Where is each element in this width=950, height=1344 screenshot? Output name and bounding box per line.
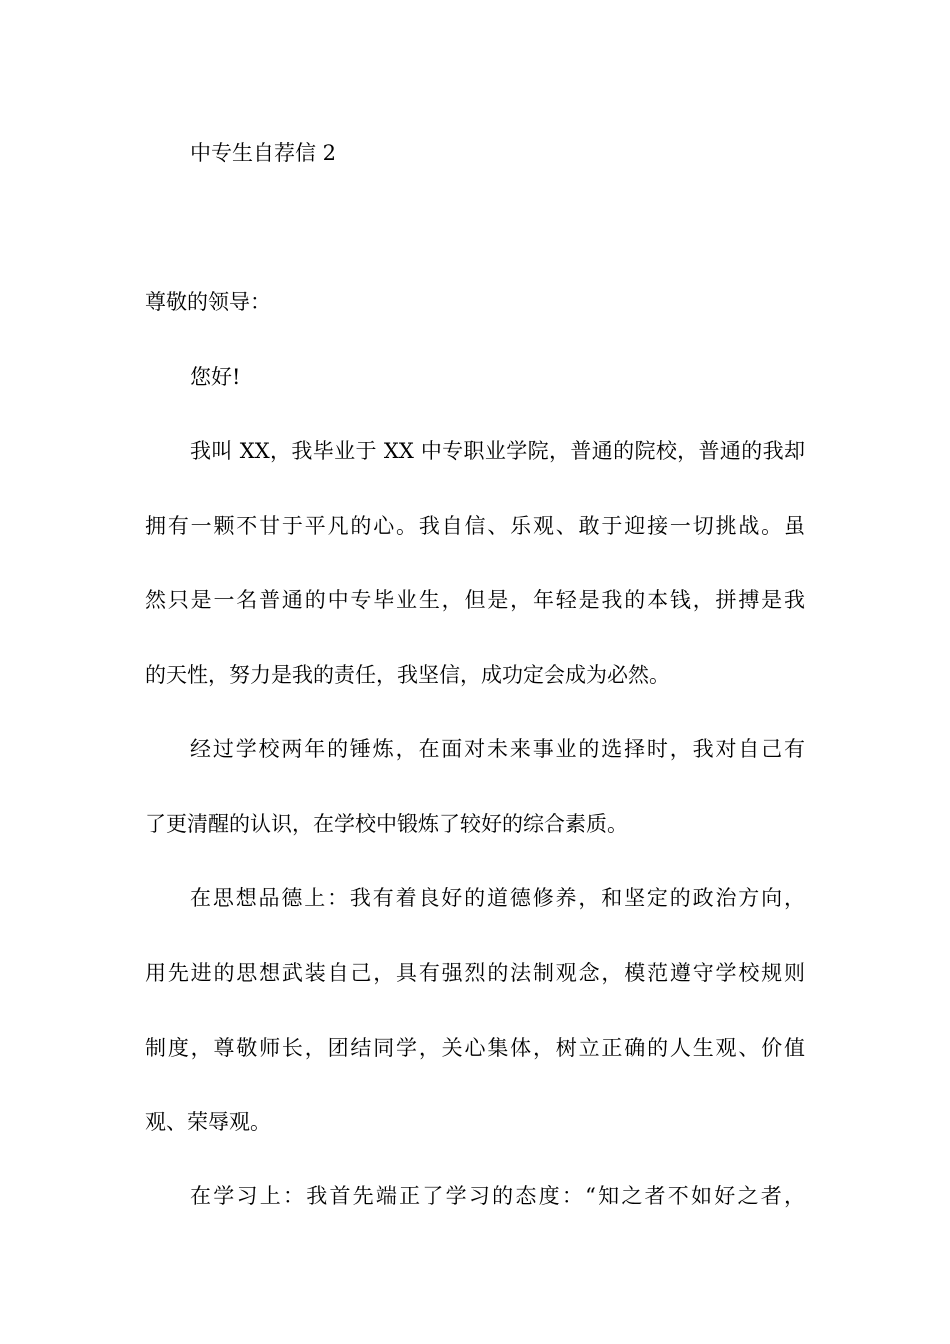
paragraph-line: 我叫 XX，我毕业于 XX 中专职业学院，普通的院校，普通的我却 (190, 439, 805, 463)
paragraph-line: 在学习上：我首先端正了学习的态度：“知之者不如好之者， (190, 1184, 805, 1208)
paragraph-line: 制度，尊敬师长，团结同学，关心集体，树立正确的人生观、价值 (145, 1036, 805, 1060)
paragraph-line: 的天性，努力是我的责任，我坚信，成功定会成为必然。 (145, 663, 670, 687)
paragraph-line: 然只是一名普通的中专毕业生，但是，年轻是我的本钱，拼搏是我 (145, 588, 805, 612)
document-title: 中专生自荐信 2 (190, 141, 337, 165)
paragraph-line: 经过学校两年的锤炼，在面对未来事业的选择时，我对自己有 (190, 737, 805, 761)
paragraph-line: 在思想品德上：我有着良好的道德修养，和坚定的政治方向， (190, 886, 805, 910)
greeting: 您好! (190, 365, 241, 389)
paragraph-line: 拥有一颗不甘于平凡的心。我自信、乐观、敢于迎接一切挑战。虽 (145, 514, 805, 538)
paragraph-line: 用先进的思想武装自己，具有强烈的法制观念，模范遵守学校规则 (145, 961, 805, 985)
paragraph-line: 观、荣辱观。 (145, 1110, 271, 1134)
salutation: 尊敬的领导： (145, 290, 271, 314)
paragraph-line: 了更清醒的认识，在学校中锻炼了较好的综合素质。 (145, 812, 628, 836)
